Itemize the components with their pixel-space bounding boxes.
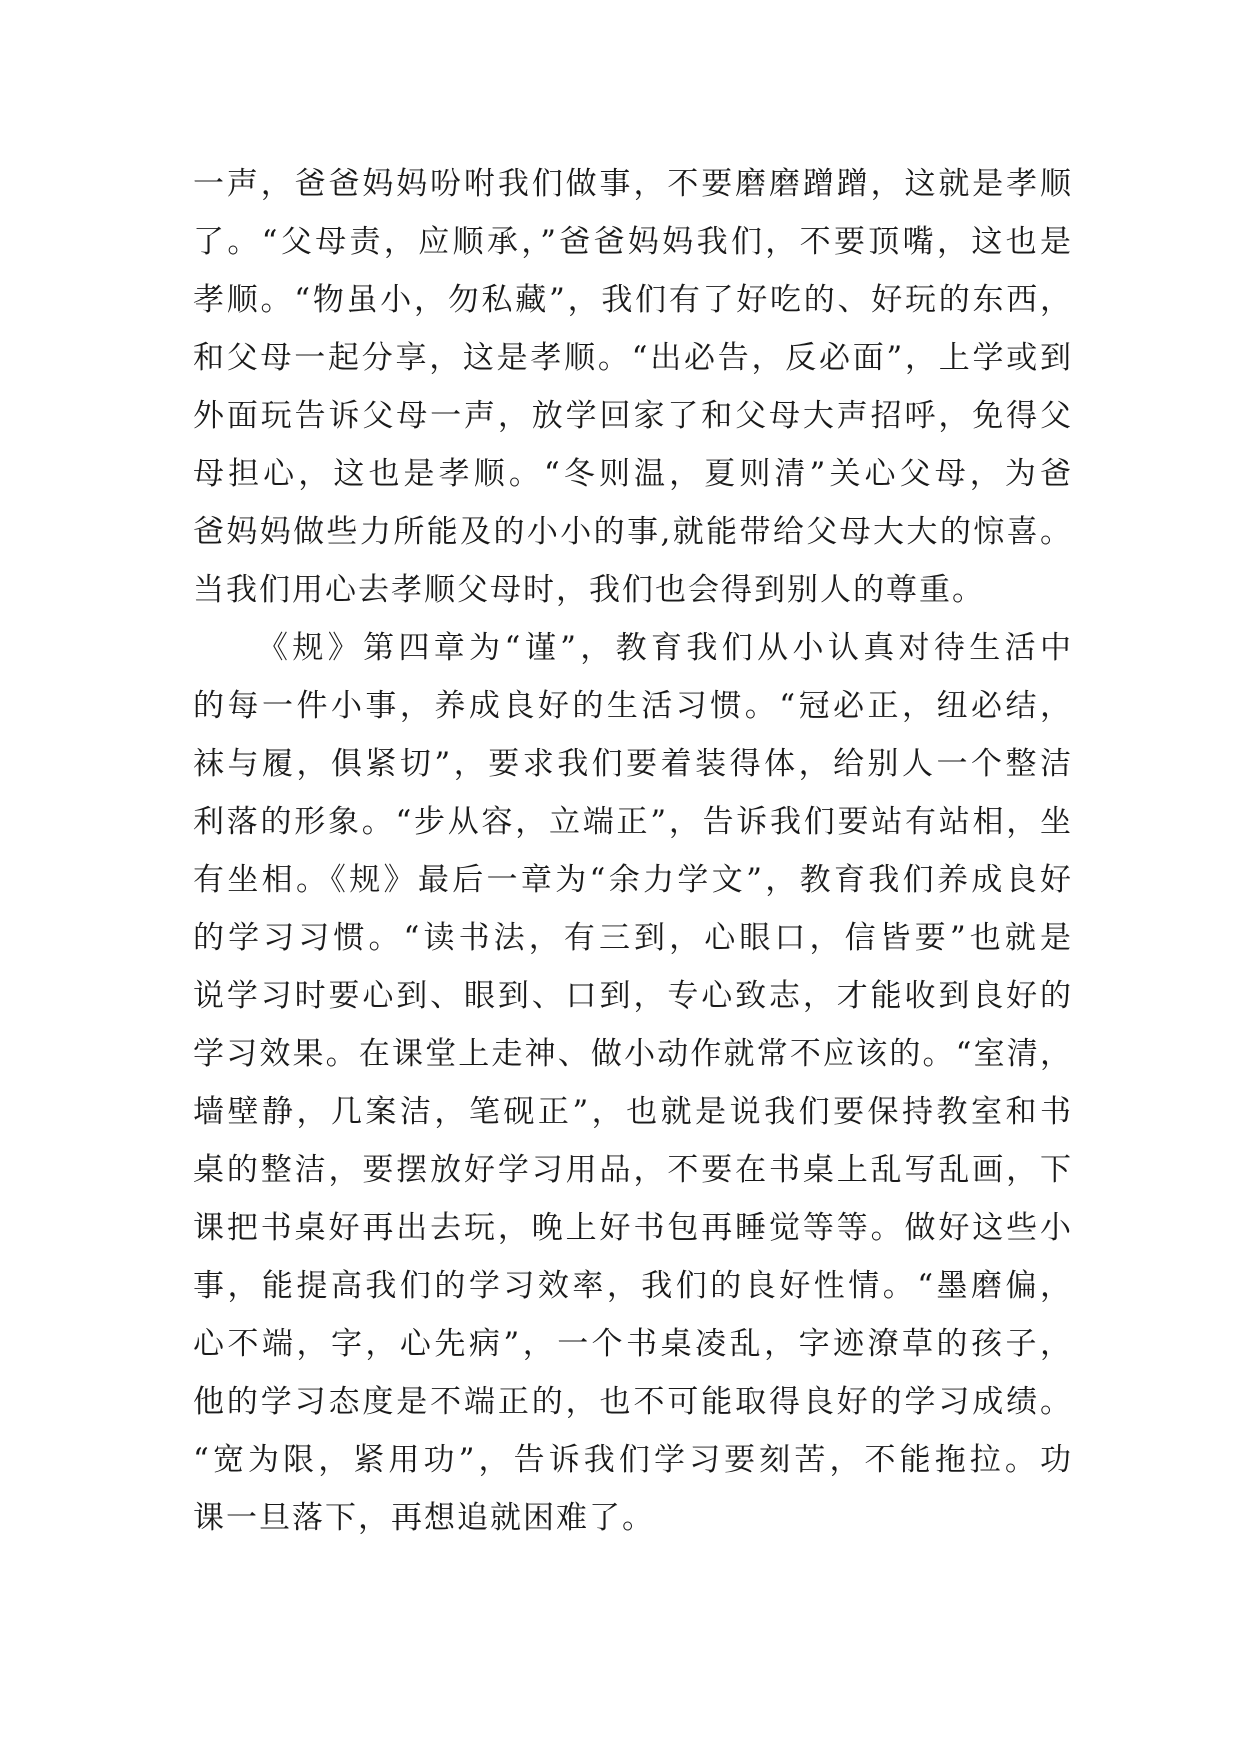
text-line: 心不端，字，心先病”，一个书桌凌乱，字迹潦草的孩子， [193, 1326, 1073, 1362]
text-line: 袜与履，俱紧切”，要求我们要着装得体，给别人一个整洁 [193, 746, 1073, 782]
text-line: 了。“父母责，应顺承，”爸爸妈妈我们，不要顶嘴，这也是 [193, 224, 1073, 260]
text-line: 母担心，这也是孝顺。“冬则温，夏则清”关心父母，为爸 [193, 456, 1073, 492]
text-line: 《规》第四章为“谨”，教育我们从小认真对待生活中 [257, 630, 1073, 666]
text-line: 课把书桌好再出去玩，晚上好书包再睡觉等等。做好这些小 [193, 1210, 1073, 1246]
body-text [193, 155, 1073, 1547]
text-line: 的学习习惯。“读书法，有三到，心眼口，信皆要”也就是 [193, 920, 1073, 956]
text-line: 爸妈妈做些力所能及的小小的事,就能带给父母大大的惊喜。 [193, 514, 1073, 550]
text-line: 课一旦落下，再想追就困难了。 [193, 1500, 655, 1536]
text-line: 和父母一起分享，这是孝顺。“出必告，反必面”，上学或到 [193, 340, 1073, 376]
text-line: 一声，爸爸妈妈吩咐我们做事，不要磨磨蹭蹭，这就是孝顺 [193, 166, 1073, 202]
text-line: “宽为限，紧用功”，告诉我们学习要刻苦，不能拖拉。功 [193, 1442, 1073, 1478]
text-line: 有坐相。《规》最后一章为“余力学文”，教育我们养成良好 [193, 862, 1073, 898]
text-line: 说学习时要心到、眼到、口到，专心致志，才能收到良好的 [193, 978, 1073, 1014]
text-line: 桌的整洁，要摆放好学习用品，不要在书桌上乱写乱画，下 [193, 1152, 1073, 1188]
text-line: 当我们用心去孝顺父母时，我们也会得到别人的尊重。 [193, 572, 985, 608]
text-line: 孝顺。“物虽小，勿私藏”，我们有了好吃的、好玩的东西， [193, 282, 1073, 318]
text-line: 的每一件小事，养成良好的生活习惯。“冠必正，纽必结， [193, 688, 1073, 724]
text-line: 事，能提高我们的学习效率，我们的良好性情。“墨磨偏， [193, 1268, 1073, 1304]
text-line: 墙壁静，几案洁，笔砚正”，也就是说我们要保持教室和书 [193, 1094, 1073, 1130]
text-line: 学习效果。在课堂上走神、做小动作就常不应该的。“室清， [193, 1036, 1073, 1072]
text-line: 利落的形象。“步从容，立端正”，告诉我们要站有站相，坐 [193, 804, 1073, 840]
text-line: 他的学习态度是不端正的，也不可能取得良好的学习成绩。 [193, 1384, 1073, 1420]
text-line: 外面玩告诉父母一声，放学回家了和父母大声招呼，免得父 [193, 398, 1073, 434]
